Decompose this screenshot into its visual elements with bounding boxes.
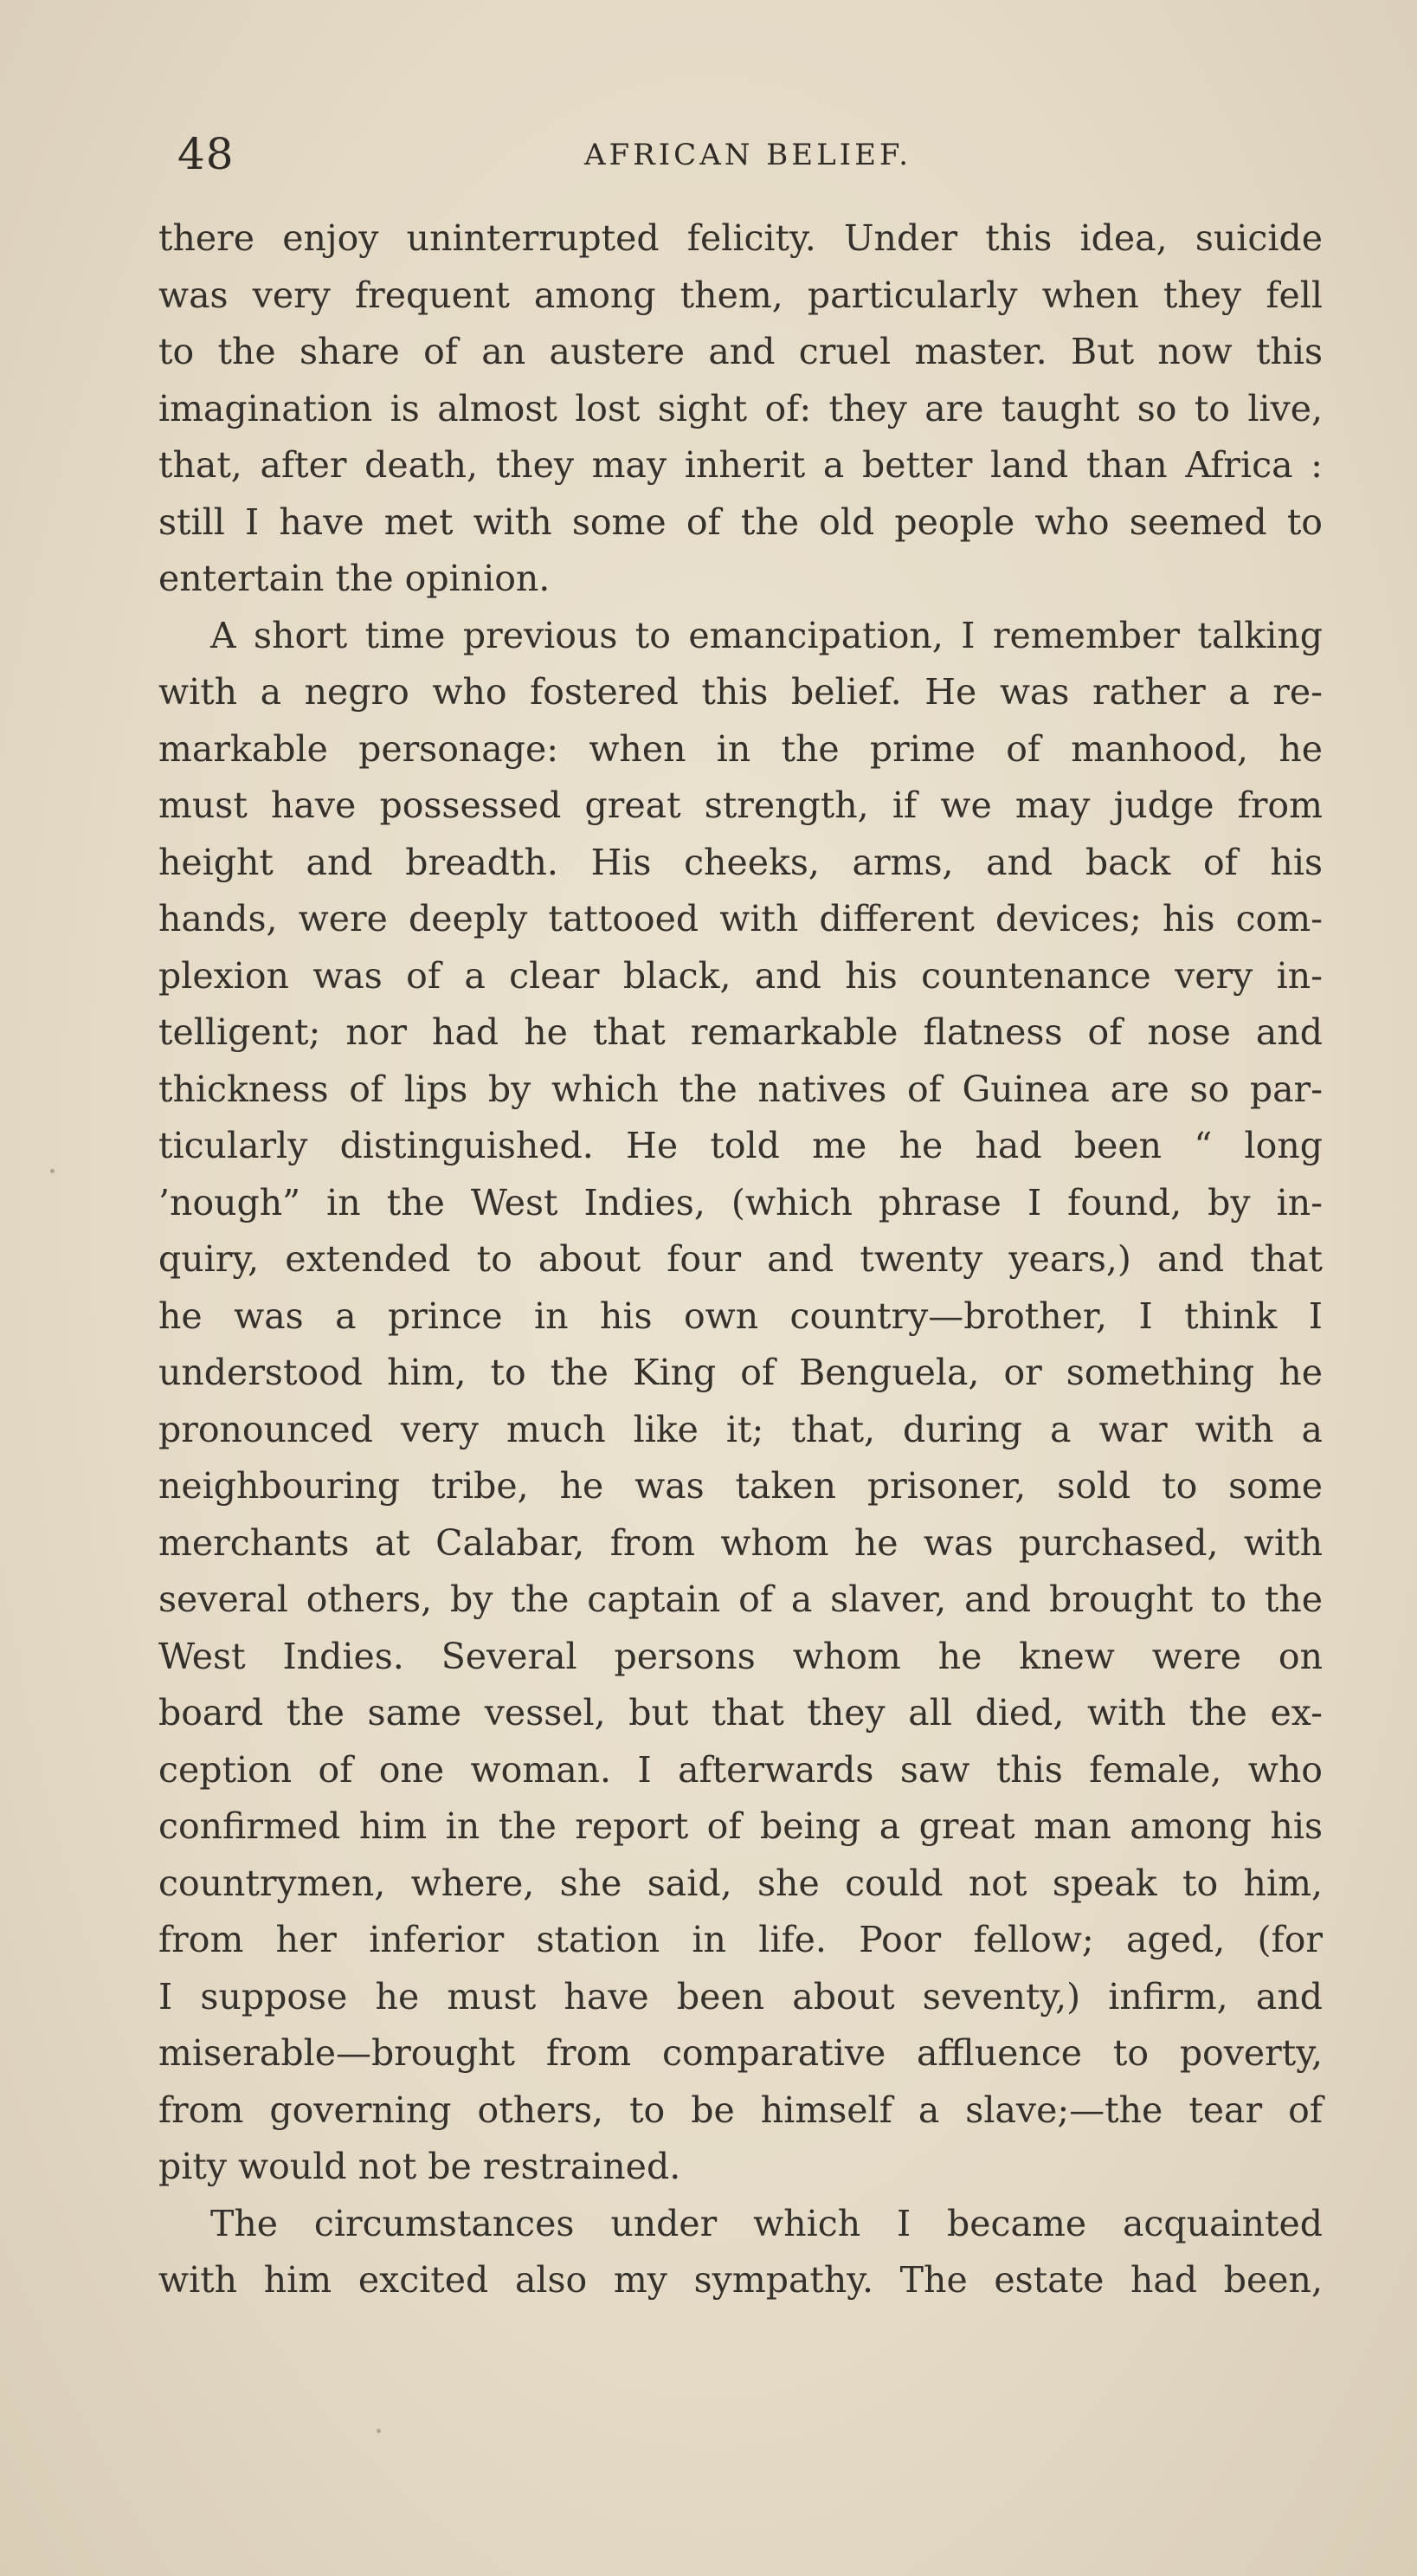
text-line: A short time previous to emancipation, I remember talking bbox=[210, 614, 1323, 656]
text-line: he was a prince in his own country—brother, I think I bbox=[158, 1294, 1323, 1337]
text-line: that, after death, they may inherit a better land than Africa : bbox=[158, 444, 1323, 486]
paragraph-p2 bbox=[158, 608, 1323, 2196]
text-line: ’nough” in the West Indies, (which phrase I found, by in- bbox=[158, 1181, 1323, 1223]
text-line: pity would not be restrained. bbox=[158, 2146, 681, 2187]
text-line: pronounced very much like it; that, during a war with a bbox=[158, 1408, 1323, 1450]
text-line: markable personage: when in the prime of manhood, he bbox=[158, 727, 1323, 770]
text-line: ticularly distinguished. He told me he had been “ long bbox=[158, 1125, 1323, 1166]
text-line: I suppose he must have been about seventy,) infirm, and bbox=[158, 1975, 1323, 2018]
text-line: The circumstances under which I became acquainted bbox=[210, 2202, 1323, 2244]
text-line: from governing others, to be himself a slave;—the tear of bbox=[158, 2089, 1323, 2131]
text-line: understood him, to the King of Benguela, or something he bbox=[158, 1352, 1323, 1393]
text-line: merchants at Calabar, from whom he was purchased, with bbox=[158, 1521, 1323, 1564]
body-text bbox=[158, 210, 1323, 2309]
speck bbox=[377, 2429, 381, 2433]
text-line: still I have met with some of the old people who seemed to bbox=[158, 500, 1323, 543]
running-head: AFRICAN BELIEF. bbox=[584, 138, 912, 172]
text-line: was very frequent among them, particularly when they fell bbox=[158, 274, 1323, 316]
text-line: height and breadth. His cheeks, arms, and back of his bbox=[158, 841, 1323, 883]
text-line: miserable—brought from comparative affluence to poverty, bbox=[158, 2032, 1323, 2074]
text-line: board the same vessel, but that they all died, with the ex- bbox=[158, 1692, 1323, 1733]
text-line: plexion was of a clear black, and his countenance very in- bbox=[158, 954, 1323, 997]
text-line: confirmed him in the report of being a great man among his bbox=[158, 1805, 1323, 1847]
text-line: several others, by the captain of a slaver, and brought to the bbox=[158, 1579, 1323, 1620]
text-line: West Indies. Several persons whom he knew were on bbox=[158, 1635, 1323, 1677]
page-header bbox=[177, 128, 1320, 180]
text-line: neighbouring tribe, he was taken prisoner, sold to some bbox=[158, 1465, 1323, 1507]
text-line: entertain the opinion. bbox=[158, 558, 551, 599]
page-number: 48 bbox=[177, 129, 235, 179]
text-line: quiry, extended to about four and twenty years,) and that bbox=[158, 1238, 1323, 1280]
text-line: with him excited also my sympathy. The estate had been, bbox=[158, 2259, 1323, 2301]
text-line: with a negro who fostered this belief. He was rather a re- bbox=[158, 671, 1323, 713]
speck bbox=[50, 1169, 55, 1173]
text-line: ception of one woman. I afterwards saw this female, who bbox=[158, 1748, 1323, 1791]
text-line: there enjoy uninterrupted felicity. Under this idea, suicide bbox=[158, 217, 1323, 259]
text-line: hands, were deeply tattooed with different devices; his com- bbox=[158, 898, 1323, 939]
text-line: must have possessed great strength, if we may judge from bbox=[158, 784, 1323, 826]
text-line: countrymen, where, she said, she could not speak to him, bbox=[158, 1862, 1323, 1904]
text-line: from her inferior station in life. Poor fellow; aged, (for bbox=[158, 1919, 1323, 1960]
text-line: imagination is almost lost sight of: they are taught so to live, bbox=[158, 387, 1323, 429]
paragraph-p3 bbox=[158, 2196, 1323, 2309]
paragraph-p1 bbox=[158, 210, 1323, 608]
text-line: thickness of lips by which the natives of Guinea are so par- bbox=[158, 1068, 1323, 1110]
text-line: telligent; nor had he that remarkable flatness of nose and bbox=[158, 1011, 1323, 1053]
text-line: to the share of an austere and cruel master. But now this bbox=[158, 331, 1323, 372]
